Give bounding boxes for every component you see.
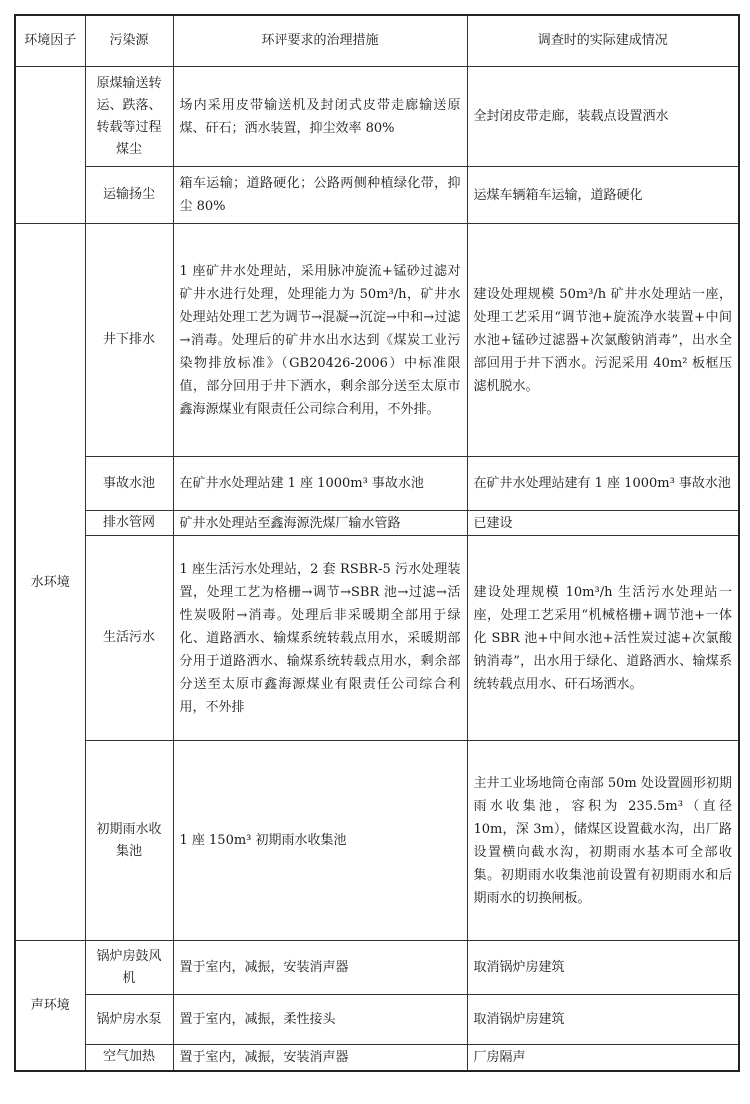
required-cell: 1 座 150m³ 初期雨水收集池 [173,741,467,941]
required-cell: 置于室内，减振，安装消声器 [173,941,467,995]
required-cell: 1 座矿井水处理站，采用脉冲旋流+锰砂过滤对矿井水进行处理，处理能力为 50m³/h，矿井水处理站处理工艺为调节→混凝→沉淀→中和→过滤→消毒。处理后的矿井水出水达到《煤炭工业污染物排放标准》（GB20426-2006）中标准限值，部分回用于井下洒水，剩余部分送至太原市鑫海源煤业有限责任公司综合利用，不外排。 [173,224,467,457]
factor-cell-air [15,67,85,224]
source-cell: 原煤输送转运、跌落、转载等过程煤尘 [85,67,173,167]
required-cell: 置于室内，减振，柔性接头 [173,995,467,1045]
source-cell: 锅炉房水泵 [85,995,173,1045]
required-cell: 1 座生活污水处理站，2 套 RSBR-5 污水处理装置，处理工艺为格栅→调节→SBR 池→过滤→活性炭吸附→消毒。处理后非采暖期全部用于绿化、道路洒水、输煤系统转载点用水，采暖期部分用于道路洒水、输煤系统转载点用水，剩余部分送至太原市鑫海源煤业有限责任公司综合利用，不外排 [173,536,467,741]
source-cell: 运输扬尘 [85,167,173,224]
actual-cell: 已建设 [467,511,739,536]
table-row [15,511,739,536]
source-cell: 空气加热 [85,1045,173,1071]
header-source: 污染源 [85,15,173,67]
required-cell: 箱车运输；道路硬化；公路两侧种植绿化带，抑尘 80% [173,167,467,224]
actual-cell: 在矿井水处理站建有 1 座 1000m³ 事故水池 [467,457,739,511]
actual-cell: 运煤车辆箱车运输，道路硬化 [467,167,739,224]
header-required-measures: 环评要求的治理措施 [173,15,467,67]
table-row [15,457,739,511]
required-cell: 场内采用皮带输送机及封闭式皮带走廊输送原煤、矸石；洒水装置，抑尘效率 80% [173,67,467,167]
table-row [15,536,739,741]
table-row [15,67,739,167]
actual-cell: 取消锅炉房建筑 [467,941,739,995]
table-row [15,741,739,941]
actual-cell: 取消锅炉房建筑 [467,995,739,1045]
actual-cell: 全封闭皮带走廊，装载点设置洒水 [467,67,739,167]
header-factor: 环境因子 [15,15,85,67]
source-cell: 生活污水 [85,536,173,741]
source-cell: 井下排水 [85,224,173,457]
source-cell: 排水管网 [85,511,173,536]
source-cell: 锅炉房鼓风机 [85,941,173,995]
environmental-measures-table [14,14,740,1072]
table-row [15,1045,739,1071]
actual-cell: 建设处理规模 10m³/h 生活污水处理站一座，处理工艺采用“机械格栅+调节池+一体化 SBR 池+中间水池+活性炭过滤+次氯酸钠消毒”，出水用于绿化、道路洒水、输煤系统转载点用水、矸石场洒水。 [467,536,739,741]
table-row [15,941,739,995]
table-row [15,224,739,457]
required-cell: 矿井水处理站至鑫海源洗煤厂输水管路 [173,511,467,536]
source-cell: 初期雨水收集池 [85,741,173,941]
table-row [15,167,739,224]
table-row [15,995,739,1045]
factor-cell-noise: 声环境 [15,941,85,1071]
actual-cell: 厂房隔声 [467,1045,739,1071]
actual-cell: 主井工业场地筒仓南部 50m 处设置圆形初期雨水收集池，容积为 235.5m³（直径 10m，深 3m），储煤区设置截水沟，出厂路设置横向截水沟，初期雨水基本可全部收集。初期雨水收集池前设置有初期雨水和后期雨水的切换闸板。 [467,741,739,941]
table-header-row [15,15,739,67]
actual-cell: 建设处理规模 50m³/h 矿井水处理站一座，处理工艺采用“调节池+旋流净水装置+中间水池+锰砂过滤器+次氯酸钠消毒”，出水全部回用于井下洒水。污泥采用 40m² 板框压滤机脱水。 [467,224,739,457]
factor-cell-water: 水环境 [15,224,85,941]
required-cell: 在矿井水处理站建 1 座 1000m³ 事故水池 [173,457,467,511]
required-cell: 置于室内，减振，安装消声器 [173,1045,467,1071]
source-cell: 事故水池 [85,457,173,511]
header-actual-status: 调查时的实际建成情况 [467,15,739,67]
